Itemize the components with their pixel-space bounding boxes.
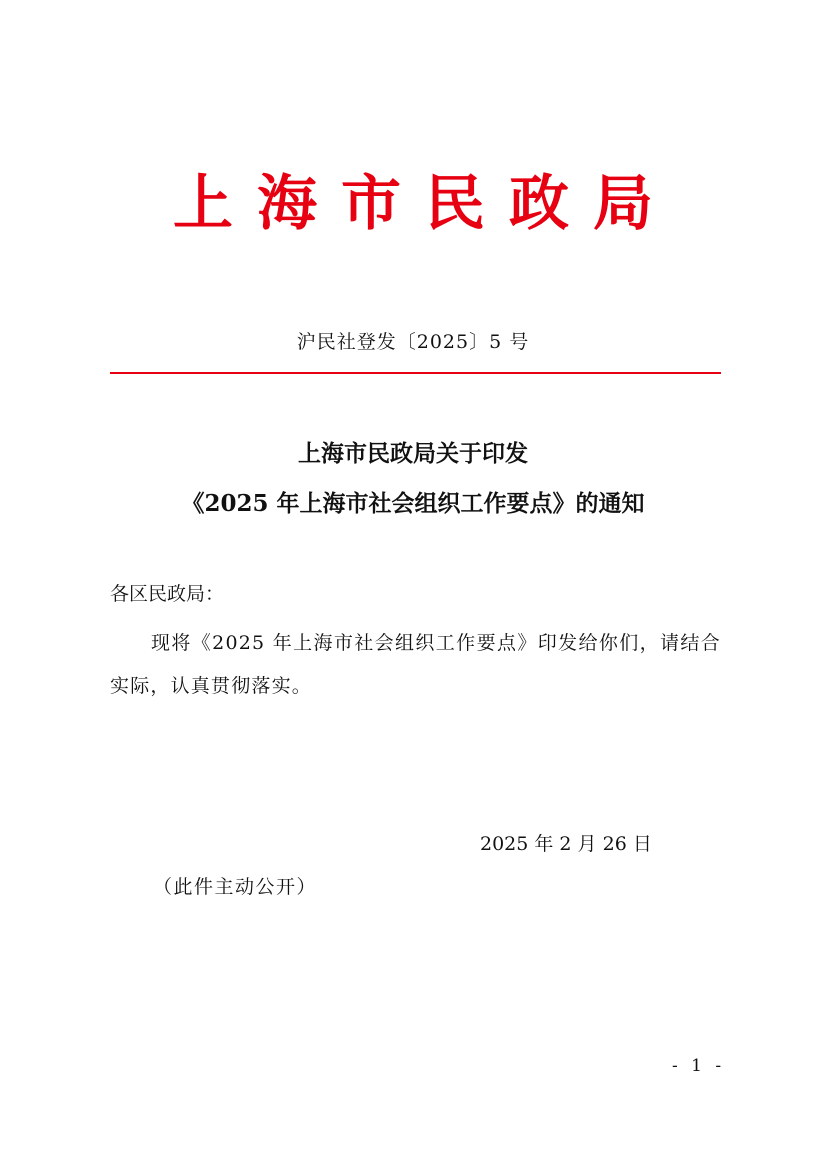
issue-date: 2025 年 2 月 26 日 <box>480 833 652 855</box>
body-paragraph: 现将《2025 年上海市社会组织工作要点》印发给你们，请结合实际，认真贯彻落实。 <box>110 632 721 697</box>
document-number: 沪民社登发〔2025〕5 号 <box>296 331 530 353</box>
red-separator-line <box>110 372 721 374</box>
document-title-line-2: 《2025 年上海市社会组织工作要点》的通知 <box>181 490 645 517</box>
issuer-masthead: 上海市民政局 <box>173 169 677 239</box>
document-title-line-1: 上海市民政局关于印发 <box>298 440 528 467</box>
disclosure-note: （此件主动公开） <box>153 876 318 898</box>
salutation: 各区民政局： <box>110 583 225 605</box>
page-number: - 1 - <box>672 1056 726 1076</box>
